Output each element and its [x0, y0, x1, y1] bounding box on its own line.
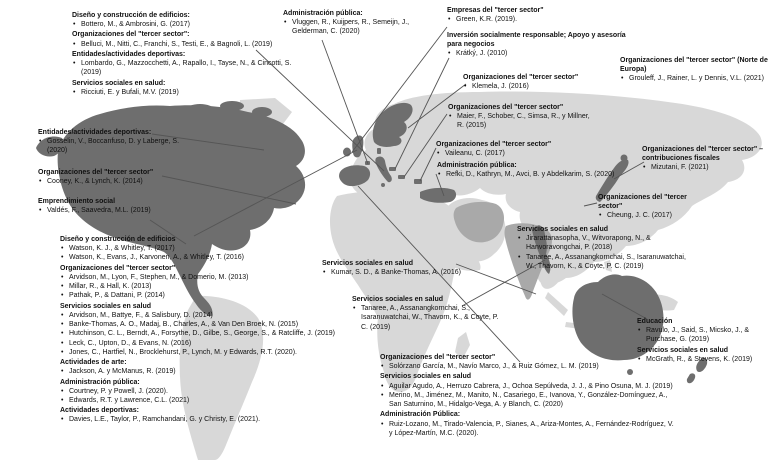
category-header: Organizaciones del "tercer sector" (Norte de Europa)	[620, 57, 768, 74]
citation-item: • Gosselin, V., Boccanfuso, D. y Laberge, S. (2020)	[38, 137, 183, 155]
citation-item: • Watson, K. J., & Whitley, T. (2017)	[60, 244, 360, 253]
citation-item: • Cooney, K., & Lynch, K. (2014)	[38, 177, 183, 186]
category-header: Inversión socialmente responsable; Apoyo y asesoría para negocios	[447, 32, 626, 49]
citation-item: • Ricciuti, E. y Bufali, M.V. (2019)	[72, 88, 307, 97]
category-header: Servicios sociales en salud	[322, 260, 414, 267]
citation-item: • Kumar, S. D., & Banke-Thomas, A. (2016)	[322, 268, 462, 277]
category-header: Servicios sociales en salud	[352, 296, 444, 303]
citation-list	[72, 40, 307, 49]
category-header: Servicios sociales en salud	[60, 302, 152, 310]
citation-item: • Pathak, P., & Dattani, P. (2014)	[60, 291, 360, 300]
annotation-block-mexico	[38, 196, 188, 215]
category-header: Organizaciones del "tercer sector"	[436, 141, 552, 148]
citation-item: • Davies, L.E., Taylor, P., Ramchandani, G. y Christy, E. (2021).	[60, 415, 360, 424]
annotation-block-usa	[38, 167, 183, 186]
citation-item: • Krátký, J. (2010)	[447, 49, 627, 58]
citation-list	[72, 20, 307, 29]
category-header: Actividades deportivas:	[60, 407, 139, 415]
category-header: Administración pública:	[283, 10, 363, 17]
citation-item: • Mizutani, F. (2021)	[642, 163, 772, 172]
citation-item: • Cheung, J. C. (2017)	[598, 211, 710, 220]
citation-item: • Solórzano García, M., Navío Marco, J., & Ruiz Gómez, L. M. (2019)	[380, 362, 675, 371]
category-header: Administración pública:	[60, 378, 140, 386]
annotation-block-united-kingdom	[60, 234, 360, 425]
citation-item: • Vluggen, R., Kuijpers, R., Semeijn, J., Gelderman, C. (2020)	[283, 18, 433, 36]
category-header: Emprendimiento social	[38, 198, 116, 205]
annotation-block-hong-kong	[598, 192, 710, 221]
citation-list	[322, 268, 462, 277]
category-header: Servicios sociales en salud	[380, 373, 472, 381]
citation-list	[380, 362, 675, 371]
category-header: Servicios sociales en salud	[637, 346, 729, 354]
citation-item: • Watson, K., Evans, J., Karvonen, A., & Whitley, T. (2016)	[60, 253, 360, 262]
citation-item: • Lombardo, G., Mazzocchetti, A., Rapallo, I., Tayse, N., & Cincotti, S. (2019)	[72, 59, 307, 77]
citation-list	[60, 415, 360, 424]
citation-list	[38, 177, 183, 186]
citation-item: • Green, K.R. (2019).	[447, 15, 577, 24]
citation-list	[60, 311, 360, 357]
citation-list	[60, 273, 360, 301]
category-header: Servicios sociales en salud:	[72, 79, 166, 87]
citation-list	[380, 382, 675, 410]
citation-item: • Banke-Thomas, A. O., Madaj, B., Charles, A., & Van Den Broek, N. (2015)	[60, 320, 360, 329]
citation-list	[448, 112, 598, 130]
map-region-turkey	[420, 188, 456, 203]
citation-item: • Leck, C., Upton, D., & Evans, N. (2016)	[60, 339, 360, 348]
category-header: Servicios sociales en salud	[517, 226, 609, 233]
citation-item: • Edwards, R.T. y Lawrence, C.L. (2021)	[60, 396, 360, 405]
category-header: Educación	[637, 318, 673, 325]
citation-list	[283, 18, 433, 36]
citation-list	[380, 420, 675, 438]
annotation-block-romania	[436, 139, 596, 158]
citation-item: • Jackson, A. y McManus, R. (2019)	[60, 367, 360, 376]
category-header: Organizaciones del "tercer sector"	[380, 354, 496, 361]
category-header: Organizaciones del "tercer sector"	[598, 194, 687, 211]
category-header: Diseño y construcción de edificios:	[72, 12, 190, 19]
citation-list	[72, 88, 307, 97]
citation-list	[517, 234, 692, 271]
citation-list	[642, 163, 772, 172]
annotation-block-ireland	[447, 5, 577, 24]
citation-item: • Belluci, M., Nitti, C., Franchi, S., Testi, E., & Bagnoli, L. (2019)	[72, 40, 307, 49]
annotation-block-spain	[380, 352, 675, 438]
citation-item: • Klemela, J. (2016)	[463, 82, 613, 91]
citation-list	[637, 326, 767, 344]
citation-item: • Hutchinson, C. L., Berndt, A., Forsythe, D., Gilbe, S., George, S., & Ratcliffe, J. (2019)	[60, 329, 360, 338]
citation-list	[620, 74, 770, 83]
annotation-block-north-europe	[620, 55, 770, 84]
citation-item: • Maier, F., Schober, C., Simsa, R., y Millner, R. (2015)	[448, 112, 598, 130]
citation-list	[352, 304, 507, 332]
category-header: Organizaciones del "tercer sector"	[463, 74, 579, 81]
annotation-block-japan	[642, 144, 772, 173]
annotation-block-finland	[463, 72, 613, 91]
citation-list	[60, 367, 360, 376]
citation-item: • Aguilar Agudo, A., Herruzo Cabrera, J., Ochoa Sepúlveda, J. J., & Pino Osuna, M. J. (2019)	[380, 382, 675, 391]
annotation-block-netherlands	[283, 8, 433, 37]
annotation-block-czechia	[447, 30, 627, 59]
citation-item: • Arvidson, M., Battye, F., & Salisbury, D. (2014)	[60, 311, 360, 320]
map-region-new-zealand	[687, 373, 695, 383]
category-header: Organizaciones del "tercer sector"	[448, 104, 564, 111]
citation-list	[60, 244, 360, 262]
category-header: Organizaciones del "tercer sector"	[38, 169, 154, 176]
category-header: Administración pública:	[437, 162, 517, 169]
citation-list	[463, 82, 613, 91]
citation-item: • Grouleff, J., Rainer, L. y Dennis, V.L. (2021)	[620, 74, 770, 83]
map-region-arctic-islands	[252, 107, 272, 117]
map-region-austria	[398, 175, 405, 179]
category-header: Empresas del "tercer sector"	[447, 7, 544, 14]
category-header: Actividades de arte:	[60, 359, 127, 367]
citation-list	[437, 170, 622, 179]
citation-item: • Bottero, M., & Ambrosini, G. (2017)	[72, 20, 307, 29]
map-region-sicily	[381, 183, 385, 187]
category-header: Organizaciones del "tercer sector"	[60, 264, 176, 272]
annotation-block-canada	[38, 127, 183, 156]
citation-item: • Vaileanu, C. (2017)	[436, 149, 596, 158]
citation-item: • Ruiz-Lozano, M., Tirado-Valencia, P., Sianes, A., Ariza-Montes, A., Fernández-Rodríguez, V. y López-Martín, M.C. (2020).	[380, 420, 675, 438]
citation-list	[436, 149, 596, 158]
citation-item: • Valdés, F., Saavedra, M.L. (2019)	[38, 206, 188, 215]
category-header: Entidades/actividades deportivas:	[72, 50, 186, 58]
map-region-denmark	[377, 148, 381, 154]
citation-item: • Arvidson, M., Lyon, F., Stephen, M., & Domerio, M. (2013)	[60, 273, 360, 282]
category-header: Administración Pública:	[380, 411, 461, 419]
citation-item: • Jirarattanasopha, V., Witvorapong, N., & Hanvoravongchai, P. (2018)	[517, 234, 692, 252]
citation-item: • Merino, M., Jiménez, M., Manito, N., Casariego, E., Ivanova, Y., González-Domínguez, A., San Saturnino, M., Hidalgo-Vega, A. y Blanch, C. (2020)	[380, 391, 675, 409]
citation-list	[447, 49, 627, 58]
map-region-sumatra	[545, 292, 568, 316]
category-header: Organizaciones del "tercer sector" – contribuciones fiscales	[642, 146, 764, 163]
map-region-arctic-islands	[220, 101, 244, 111]
annotation-block-thailand	[517, 224, 692, 271]
citation-list	[38, 137, 183, 155]
annotation-block-india	[322, 258, 462, 277]
annotation-block-austria	[448, 102, 598, 131]
leader-line	[322, 40, 368, 164]
citation-item: • Millar, R., & Hall, K. (2013)	[60, 282, 360, 291]
citation-item: • Tanaree, A., Assanangkornchai, S., Isaranuwatchai, W., Thavorn, K., & Coyte, P. C. (2019)	[517, 253, 692, 271]
annotation-block-thailand-2	[352, 294, 507, 332]
category-header: Diseño y construcción de edificios	[60, 236, 176, 243]
citation-list	[447, 15, 577, 24]
map-region-arctic-islands	[186, 104, 214, 116]
category-header: Entidades/actividades deportivas:	[38, 129, 152, 136]
citation-item: • Tanaree, A., Assanangkornchai, S., Isaranuwatchai, W., Thavorn, K., & Coyte, P. C. (2019)	[352, 304, 507, 332]
citation-item: • Refki, D., Kathryn, M., Avci, B. y Abdelkarim, S. (2020)	[437, 170, 622, 179]
citation-item: • Courtney, P. y Powell, J. (2020).	[60, 387, 360, 396]
citation-list	[598, 211, 710, 220]
citation-item: • Jones, C., Hartfiel, N., Brocklehurst, P., Lynch, M. y Edwards, R.T. (2020).	[60, 348, 360, 357]
citation-item: • Ravulo, J., Said, S., Micsko, J., & Purchase, G. (2019)	[637, 326, 767, 344]
annotation-block-italy	[72, 10, 307, 97]
category-header: Organizaciones del "tercer sector":	[72, 31, 190, 39]
citation-list	[38, 206, 188, 215]
map-region-czechia	[389, 167, 396, 171]
citation-list	[60, 387, 360, 405]
citation-list	[72, 59, 307, 77]
citation-item: • McGrath, R., & Stevens, K. (2019)	[637, 355, 767, 364]
annotation-block-turkey	[437, 160, 622, 179]
